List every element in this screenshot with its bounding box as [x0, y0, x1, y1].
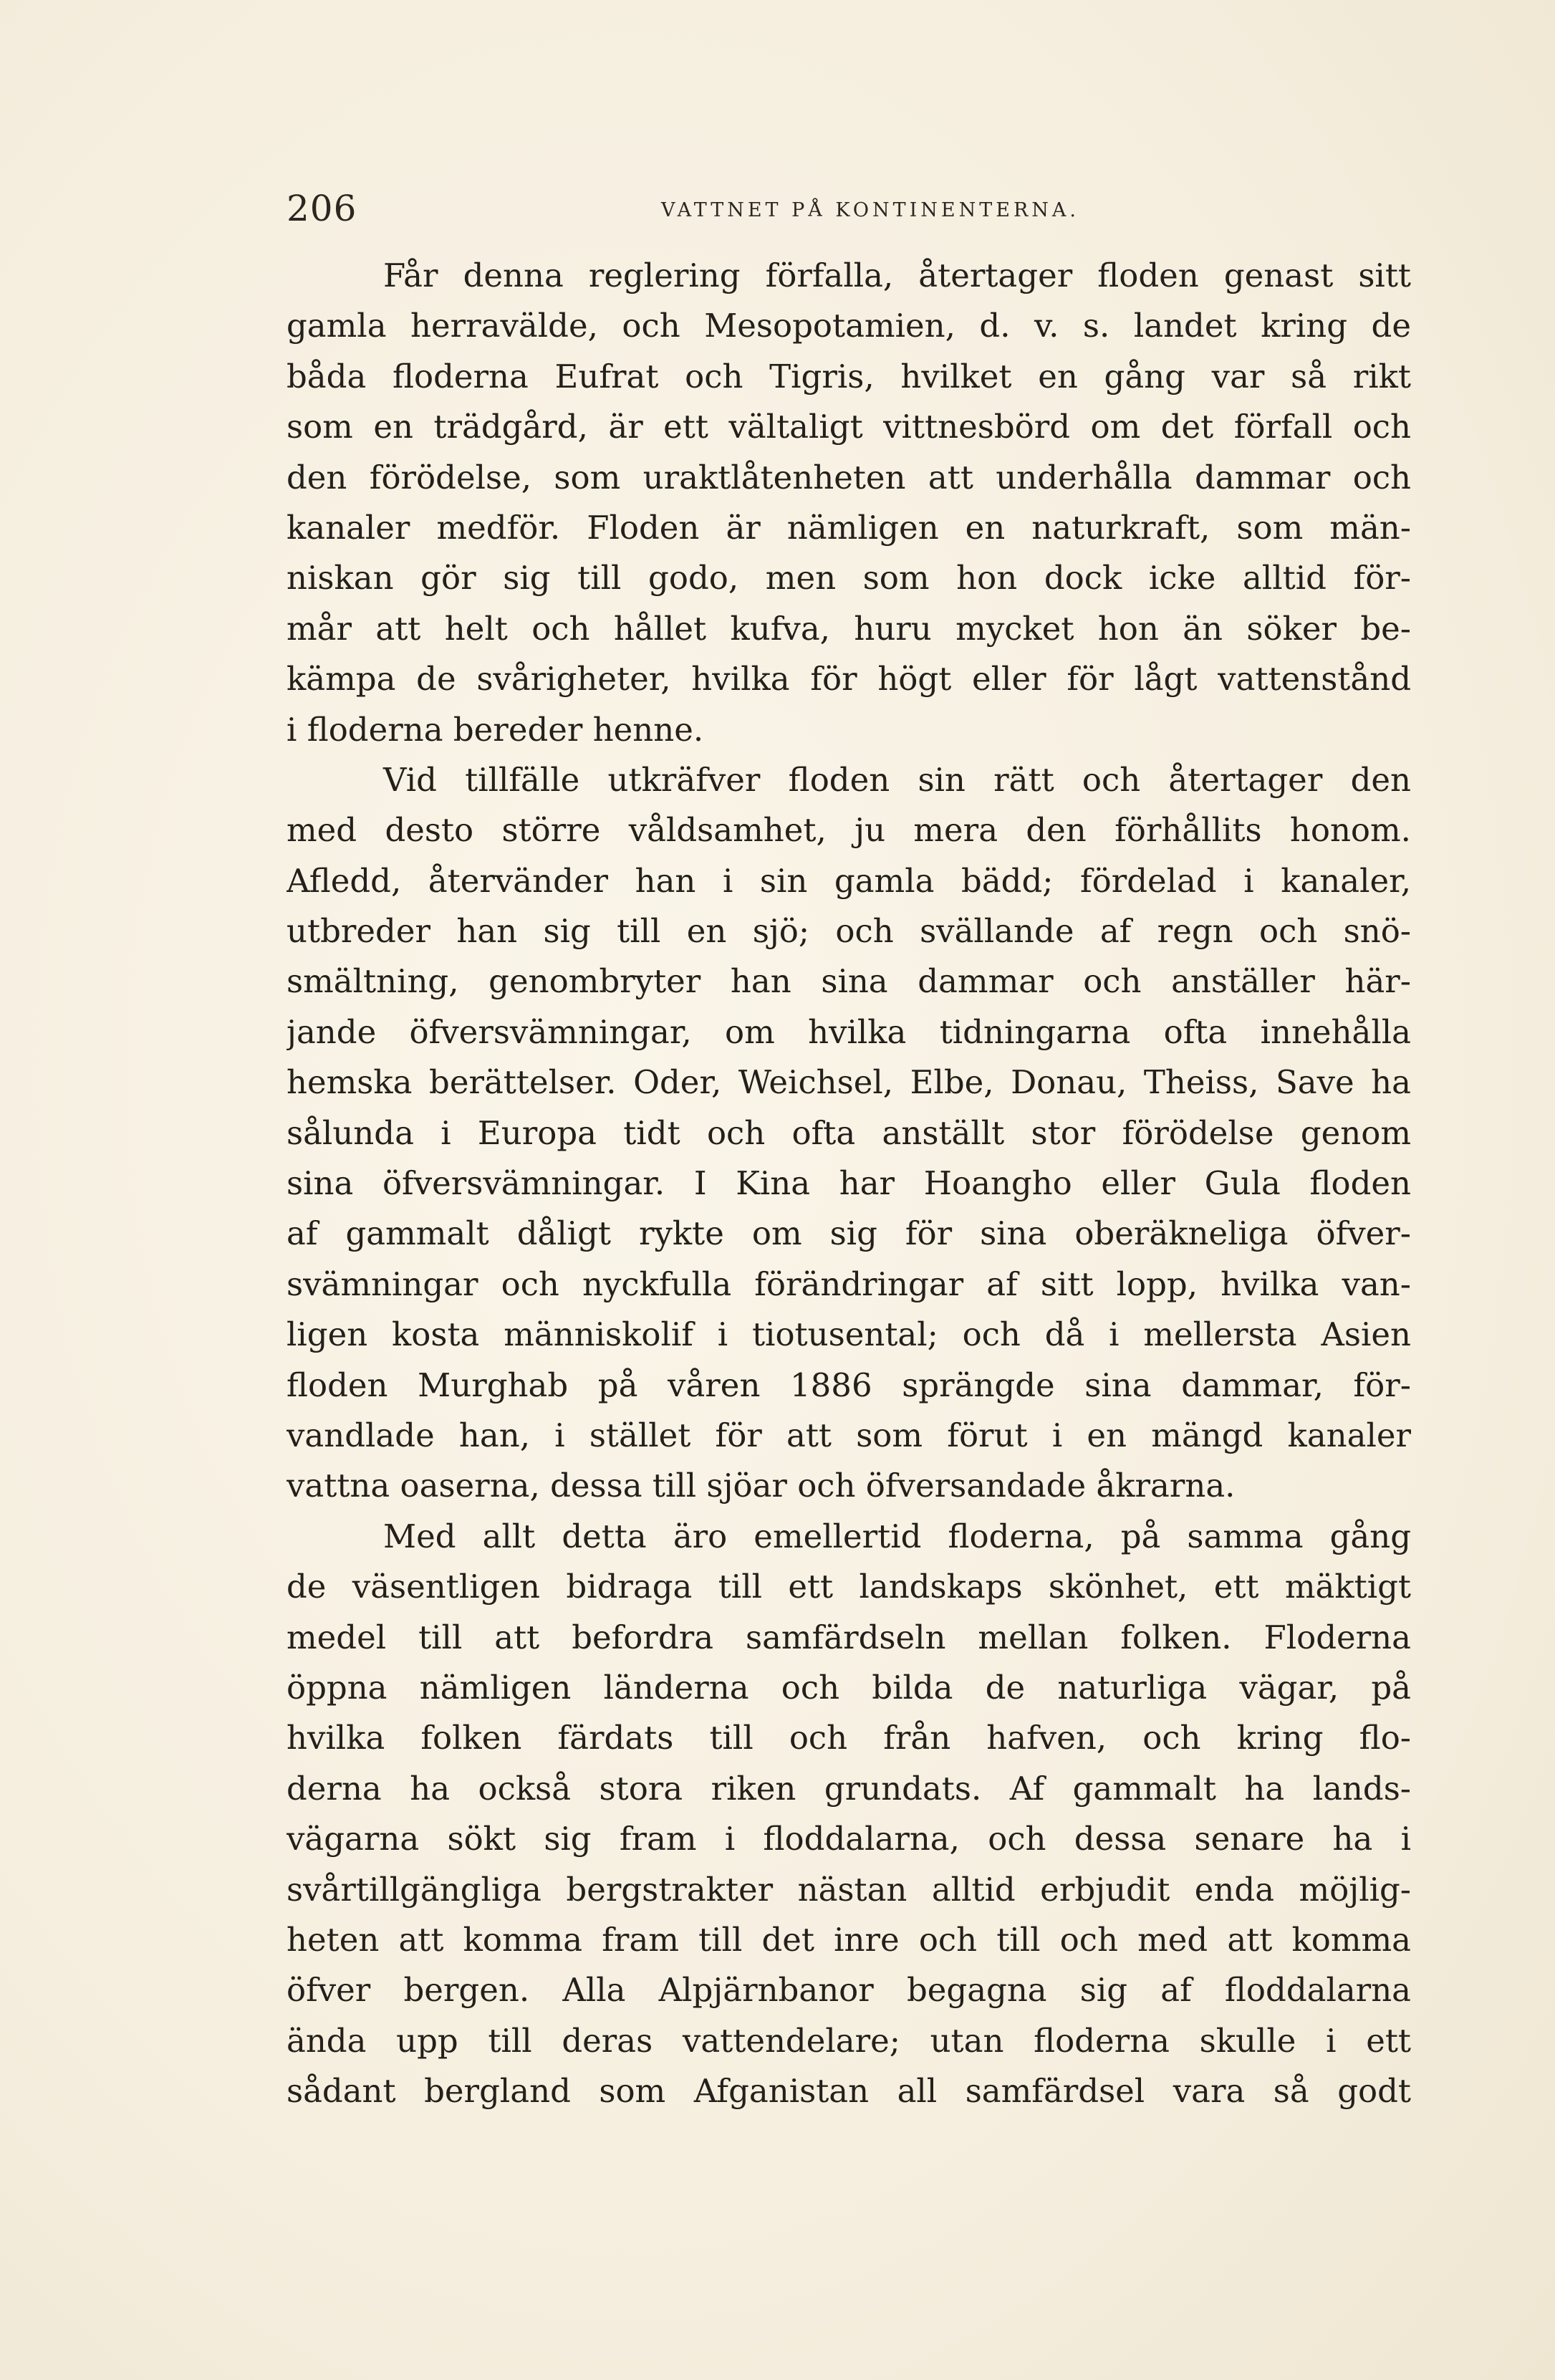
text-line: Med allt detta äro emellertid floderna, på samma gång: [383, 1517, 1411, 1555]
text-line: med desto större våldsamhet, ju mera den förhållits honom.: [287, 811, 1411, 850]
text-line: öppna nämligen länderna och bilda de naturliga vägar, på: [287, 1668, 1411, 1707]
text-line: sina öfversvämningar. I Kina har Hoangho eller Gula floden: [287, 1164, 1411, 1203]
text-line: ända upp till deras vattendelare; utan floderna skulle i ett: [287, 2021, 1411, 2060]
page-number: 206: [287, 188, 357, 229]
text-line: gamla herravälde, och Mesopotamien, d. v. s. landet kring de: [287, 307, 1411, 345]
paragraph-1: [287, 251, 1411, 755]
text-line: heten att komma fram till det inre och till och med att komma: [287, 1920, 1411, 1959]
body-text: [287, 251, 1411, 2116]
text-line: niskan gör sig till godo, men som hon dock icke alltid för-: [287, 559, 1411, 598]
running-head: VATTNET PÅ KONTINENTERNA.: [661, 199, 1079, 221]
text-line: Afledd, återvänder han i sin gamla bädd; fördelad i kanaler,: [287, 861, 1411, 900]
text-line: kämpa de svårigheter, hvilka för högt eller för lågt vattenstånd: [287, 660, 1411, 699]
text-line: vandlade han, i stället för att som förut i en mängd kanaler: [287, 1416, 1411, 1454]
text-line: smältning, genombryter han sina dammar och anställer här-: [287, 962, 1411, 1001]
text-line: jande öfversvämningar, om hvilka tidningarna ofta innehålla: [287, 1012, 1411, 1051]
page-header: [287, 188, 1411, 245]
text-line: vattna oaserna, dessa till sjöar och öfversandade åkrarna.: [287, 1467, 1236, 1505]
text-line: svårtillgängliga bergstrakter nästan alltid erbjudit enda möjlig-: [287, 1870, 1411, 1909]
text-line: medel till att befordra samfärdseln mellan folken. Floderna: [287, 1618, 1411, 1656]
text-line: som en trädgård, är ett vältaligt vittnesbörd om det förfall och: [287, 408, 1411, 446]
text-line: den förödelse, som uraktlåtenheten att underhålla dammar och: [287, 458, 1411, 496]
paragraph-3: [287, 1512, 1411, 2117]
text-line: sådant bergland som Afganistan all samfärdsel vara så godt: [287, 2072, 1411, 2111]
text-line: båda floderna Eufrat och Tigris, hvilket en gång var så rikt: [287, 357, 1411, 395]
text-line: svämningar och nyckfulla förändringar af sitt lopp, hvilka van-: [287, 1265, 1411, 1303]
text-line: vägarna sökt sig fram i floddalarna, och dessa senare ha i: [287, 1820, 1411, 1858]
text-line: af gammalt dåligt rykte om sig för sina oberäkneliga öfver-: [287, 1214, 1411, 1253]
text-line: kanaler medför. Floden är nämligen en naturkraft, som män-: [287, 508, 1411, 547]
text-line: sålunda i Europa tidt och ofta anställt stor förödelse genom: [287, 1113, 1411, 1152]
text-line: Vid tillfälle utkräfver floden sin rätt och återtager den: [383, 760, 1411, 799]
text-line: derna ha också stora riken grundats. Af gammalt ha lands-: [287, 1769, 1411, 1808]
text-line: hemska berättelser. Oder, Weichsel, Elbe, Donau, Theiss, Save ha: [287, 1063, 1411, 1102]
text-line: ligen kosta människolif i tiotusental; och då i mellersta Asien: [287, 1315, 1411, 1354]
text-line: hvilka folken färdats till och från hafven, och kring flo-: [287, 1719, 1411, 1757]
paragraph-2: [287, 755, 1411, 1512]
text-line: utbreder han sig till en sjö; och svällande af regn och snö-: [287, 912, 1411, 951]
text-line: i floderna bereder henne.: [287, 710, 704, 749]
text-line: öfver bergen. Alla Alpjärnbanor begagna sig af floddalarna: [287, 1971, 1411, 2010]
text-line: floden Murghab på våren 1886 sprängde sina dammar, för-: [287, 1366, 1411, 1404]
text-line: mår att helt och hållet kufva, huru mycket hon än söker be-: [287, 609, 1411, 648]
text-line: de väsentligen bidraga till ett landskaps skönhet, ett mäktigt: [287, 1568, 1411, 1606]
text-line: Får denna reglering förfalla, återtager floden genast sitt: [383, 256, 1411, 294]
